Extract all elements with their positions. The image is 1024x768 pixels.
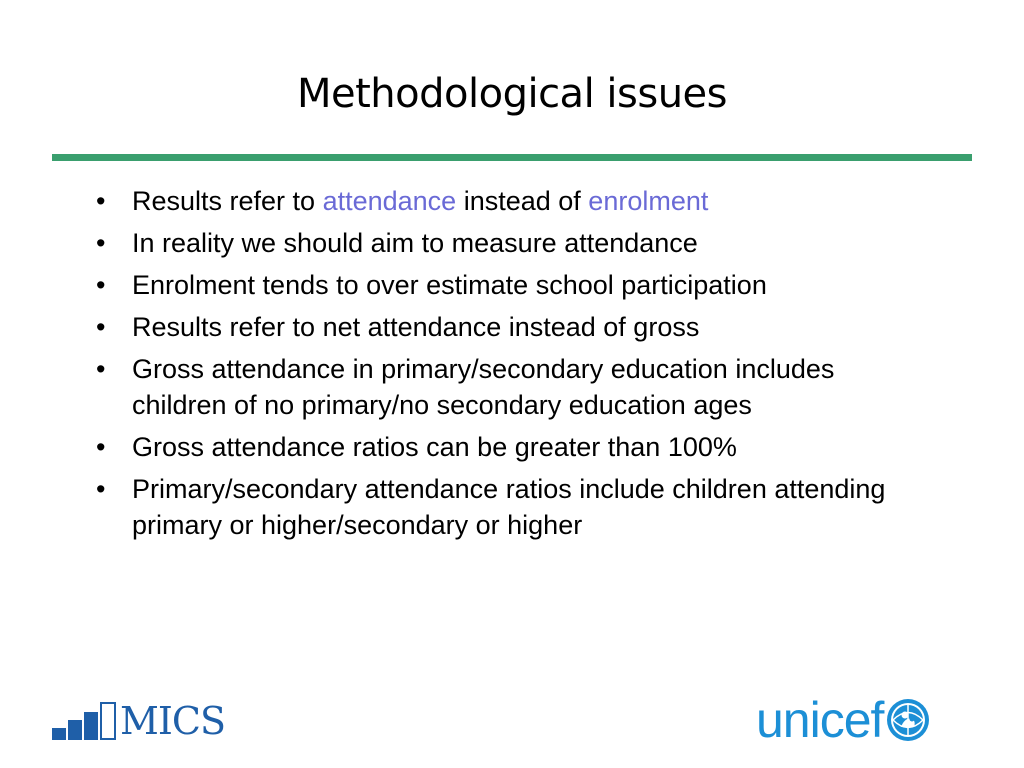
bullet-text-part: Results refer to — [132, 186, 323, 216]
bullet-text-part: instead of — [456, 186, 589, 216]
bullet-item — [96, 309, 926, 345]
unicef-logo — [756, 692, 931, 748]
highlight-term: enrolment — [588, 186, 709, 216]
bullet-dot: • — [96, 432, 106, 462]
highlight-term: attendance — [322, 186, 457, 216]
bullet-item — [96, 429, 926, 465]
bullet-text: Gross attendance in primary/secondary education includes children of no primary/no secondary education ages — [132, 354, 835, 420]
mics-logo-text: MICS — [120, 699, 226, 743]
bullet-text: Primary/secondary attendance ratios include children attending primary or higher/secondary or higher — [132, 474, 886, 540]
slide-title: Methodological issues — [296, 71, 727, 117]
bullet-dot: • — [96, 312, 106, 342]
mics-bar — [84, 712, 98, 740]
bullet-list — [96, 183, 926, 549]
bullet-text: In reality we should aim to measure attendance — [132, 228, 698, 258]
bullet-text: Results refer to net attendance instead of gross — [132, 312, 700, 342]
mics-bar — [68, 720, 82, 740]
bullet-item — [96, 471, 926, 543]
mics-bar — [52, 728, 66, 740]
bullet-dot: • — [96, 474, 106, 504]
unicef-logo-text: unicef — [756, 692, 884, 748]
mics-bars-icon — [52, 702, 118, 740]
mics-bar — [100, 702, 116, 740]
bullet-item — [96, 183, 926, 219]
bullet-item — [96, 267, 926, 303]
mics-logo — [52, 699, 226, 743]
bullet-dot: • — [96, 354, 106, 384]
bullet-dot: • — [96, 270, 106, 300]
bullet-text: Gross attendance ratios can be greater than 100% — [132, 432, 737, 462]
unicef-emblem-icon — [885, 697, 931, 743]
bullet-item — [96, 225, 926, 261]
bullet-dot: • — [96, 228, 106, 258]
bullet-text: Enrolment tends to over estimate school participation — [132, 270, 767, 300]
bullet-item — [96, 351, 926, 423]
title-divider — [52, 154, 972, 161]
bullet-dot: • — [96, 186, 106, 216]
